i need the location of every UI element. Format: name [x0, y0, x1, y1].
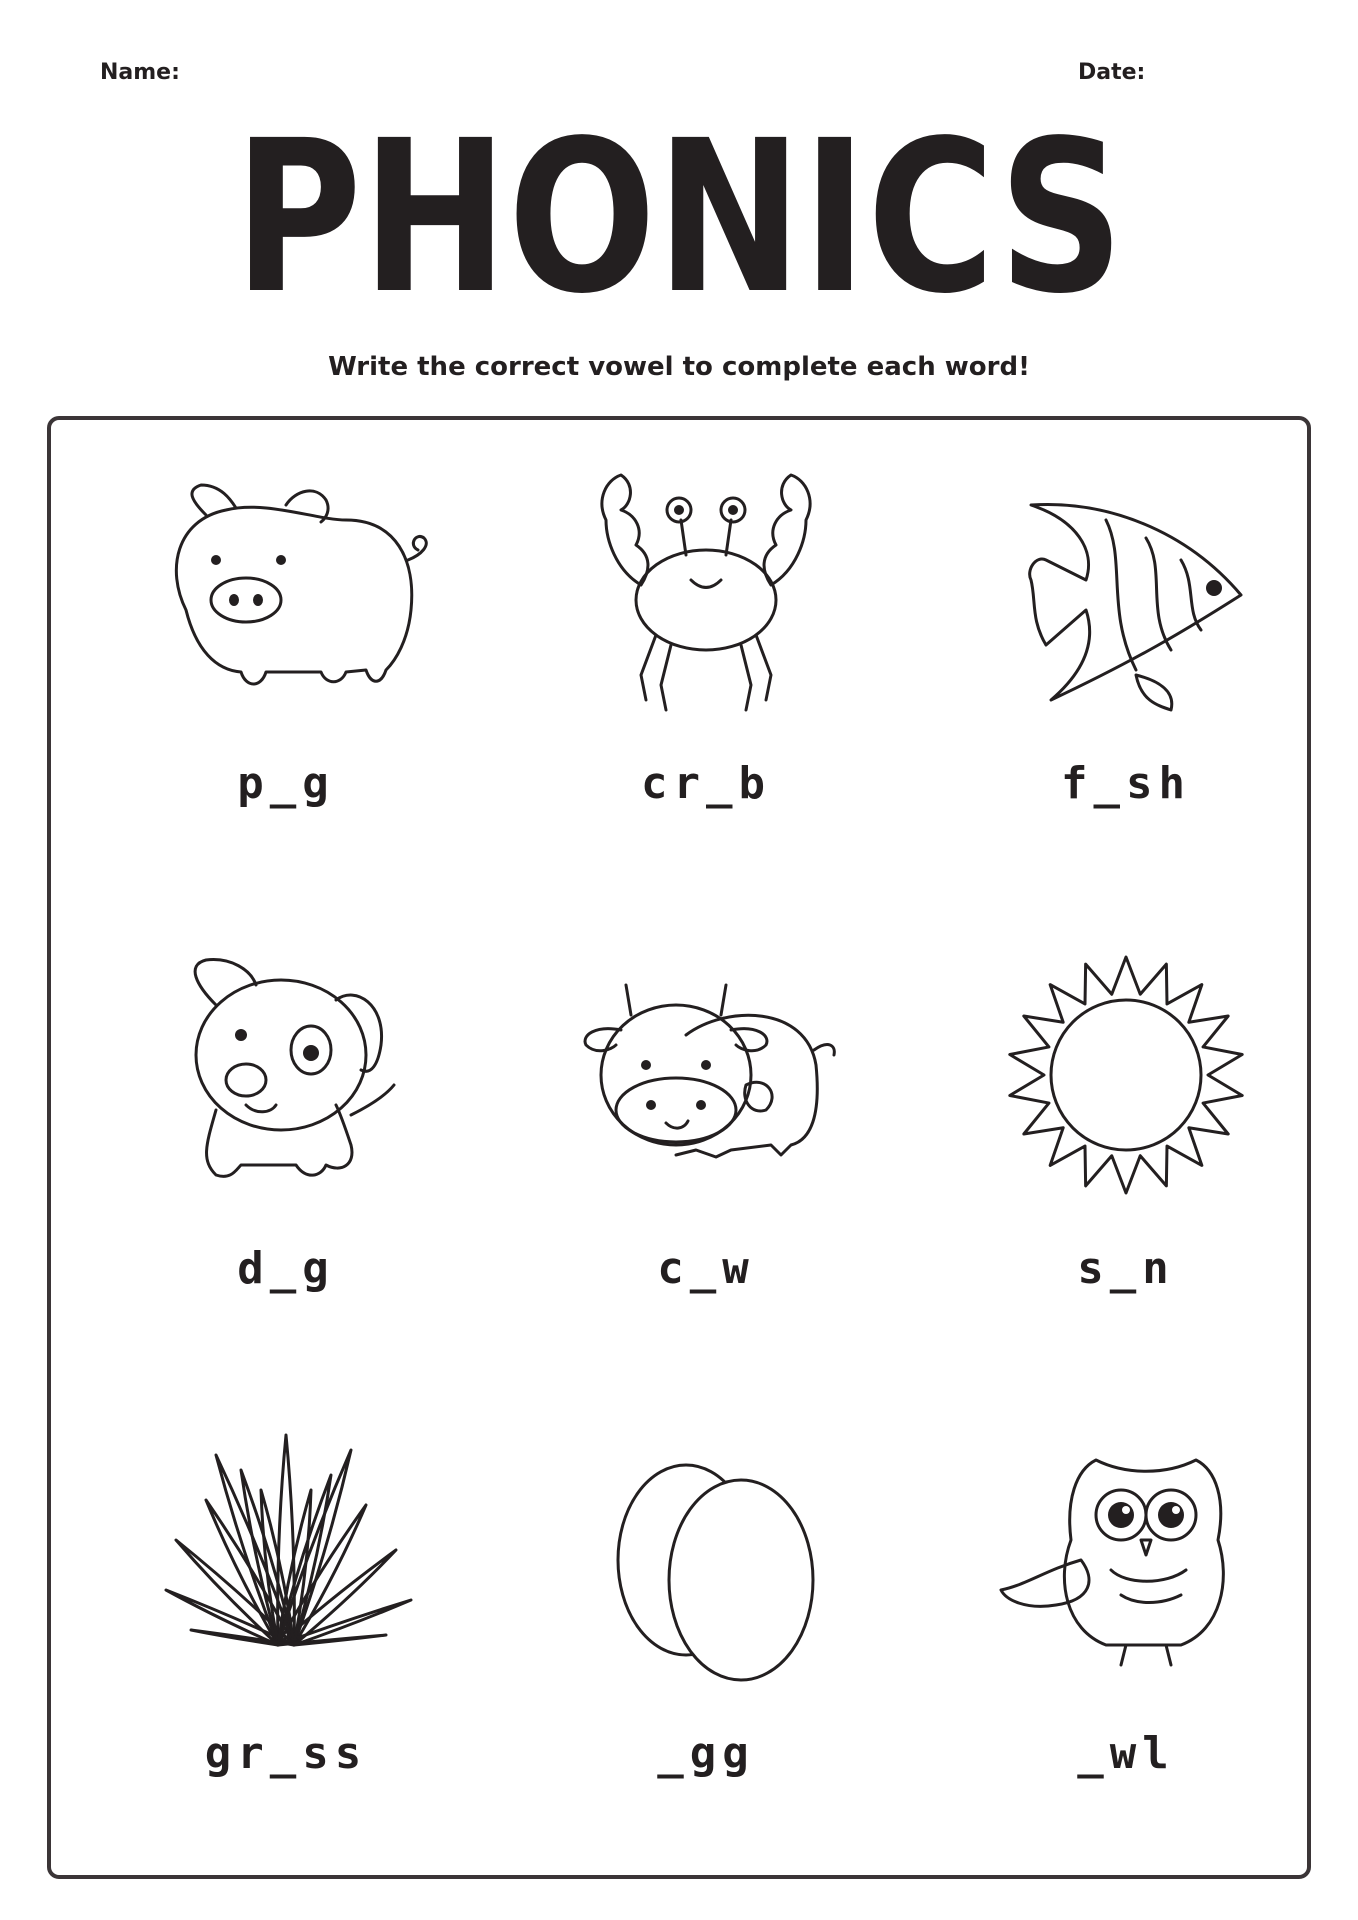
title-text: PHONICS: [234, 110, 1124, 310]
exercise-item-fish: [916, 440, 1336, 920]
fish-icon: [986, 460, 1266, 720]
word-blank: f_sh: [1061, 758, 1191, 809]
egg-icon: [566, 1430, 846, 1690]
name-label: Name:: [100, 60, 180, 85]
page-title: [0, 110, 1358, 310]
word-blank: _gg: [657, 1728, 755, 1779]
exercise-item-dog: [76, 925, 496, 1405]
word-blank: _wl: [1077, 1728, 1175, 1779]
exercise-panel: [47, 416, 1311, 1879]
sun-icon: [986, 945, 1266, 1205]
date-label: Date:: [1078, 60, 1146, 85]
dog-icon: [146, 945, 426, 1205]
exercise-item-crab: [496, 440, 916, 920]
crab-icon: [566, 460, 846, 720]
word-blank: cr_b: [641, 758, 771, 809]
word-blank: p_g: [237, 758, 335, 809]
exercise-item-sun: [916, 925, 1336, 1405]
word-blank: gr_ss: [204, 1728, 368, 1779]
exercise-item-egg: [496, 1410, 916, 1890]
exercise-item-grass: [76, 1410, 496, 1890]
pig-icon: [146, 460, 426, 720]
word-blank: s_n: [1077, 1243, 1175, 1294]
word-blank: d_g: [237, 1243, 335, 1294]
word-blank: c_w: [657, 1243, 755, 1294]
cow-icon: [566, 945, 846, 1205]
exercise-item-pig: [76, 440, 496, 920]
sun-rays: [1010, 957, 1242, 1193]
instructions: Write the correct vowel to complete each word!: [328, 352, 1030, 382]
exercise-item-owl: [916, 1410, 1336, 1890]
owl-icon: [986, 1430, 1266, 1690]
grass-icon: [146, 1430, 426, 1690]
exercise-item-cow: [496, 925, 916, 1405]
